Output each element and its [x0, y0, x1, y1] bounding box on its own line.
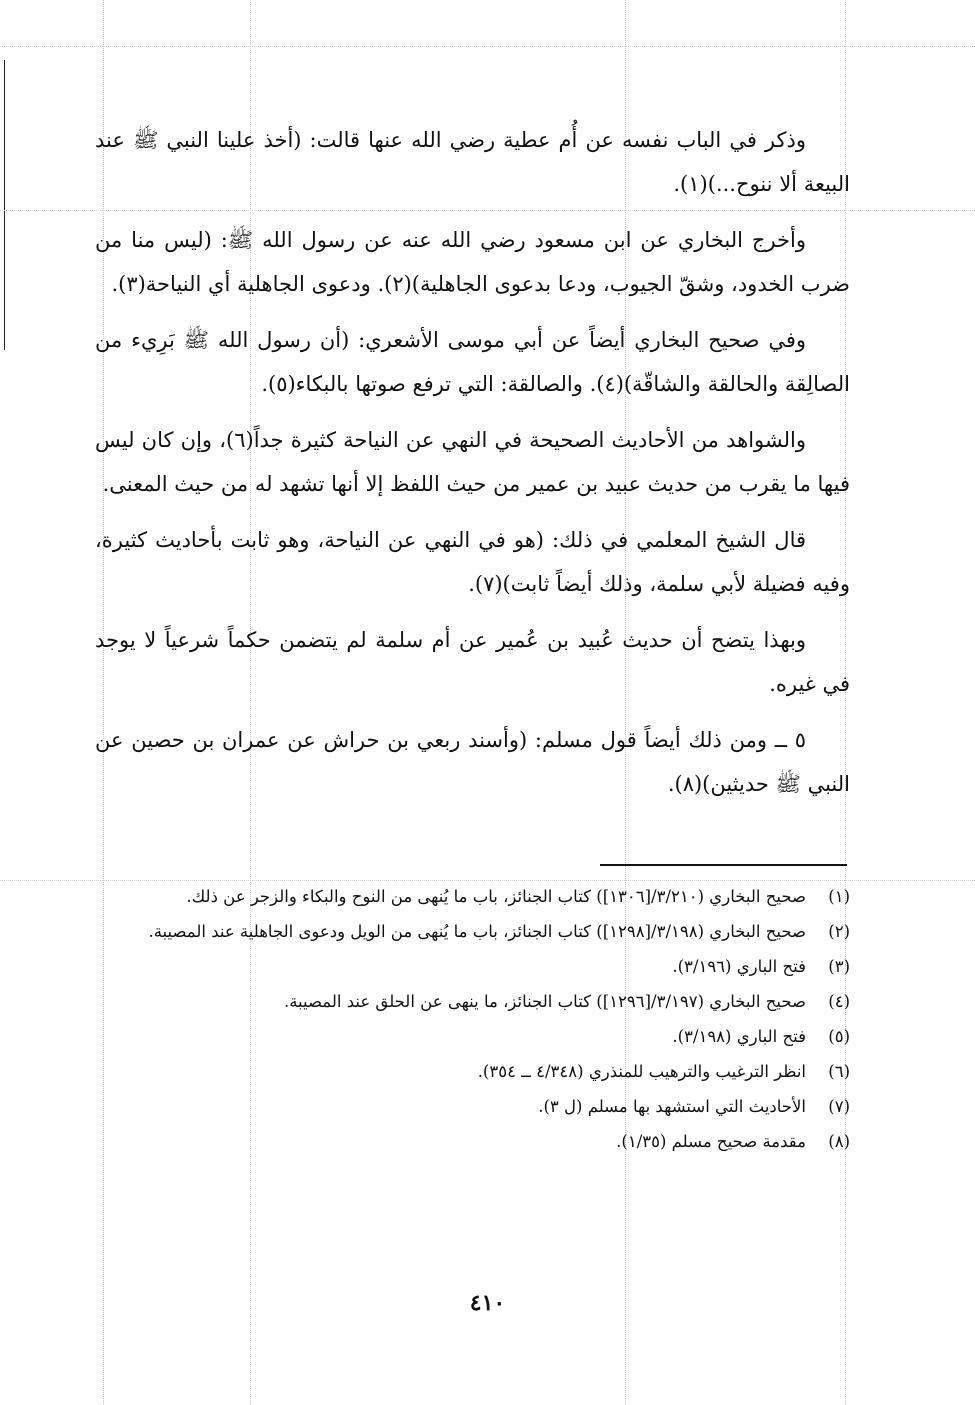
footnote-text: مقدمة صحيح مسلم (١/٣٥).: [616, 1132, 806, 1151]
paragraph: وفي صحيح البخاري أيضاً عن أبي موسى الأشعري: (أن رسول الله ﷺ بَرِيء من الصالِقة والحالقة والشاقّة)(٤). والصالقة: التي ترفع صوتها بالبكاء(٥).: [95, 328, 850, 396]
footnote: [95, 915, 850, 948]
footnote-number: (٦): [828, 1062, 850, 1081]
paragraph: وأخرج البخاري عن ابن مسعود رضي الله عنه عن رسول الله ﷺ: (ليس منا من ضرب الخدود، وشقّ الجيوب، ودعا بدعوى الجاهلية)(٢). ودعوى الجاهلية أي النياحة(٣).: [95, 228, 850, 296]
grid-line: [0, 46, 975, 47]
footnote-text: صحيح البخاري (٣/١٩٧/[١٢٩٦]) كتاب الجنائز، ما ينهى عن الحلق عند المصيبة.: [283, 992, 806, 1011]
footnote: [95, 1090, 850, 1123]
footnote: [95, 1125, 850, 1158]
footnote-text: صحيح البخاري (٣/٢١٠/[١٣٠٦]) كتاب الجنائز، باب ما يُنهى من النوح والبكاء والزجر عن ذلك.: [186, 887, 806, 906]
footnote-number: (٣): [828, 957, 850, 976]
footnote-number: (١): [828, 887, 850, 906]
footnotes: [95, 880, 850, 1160]
footnote: [95, 985, 850, 1018]
footnote-text: الأحاديث التي استشهد بها مسلم (ل ٣).: [538, 1097, 806, 1116]
footnote-number: (٨): [828, 1132, 850, 1151]
footnote: [95, 950, 850, 983]
paragraph: وذكر في الباب نفسه عن أُم عطية رضي الله عنها قالت: (أخذ علينا النبي ﷺ عند البيعة ألا ننوح...)(١).: [95, 128, 850, 196]
footnote-separator: [600, 864, 847, 866]
paragraph: ٥ ــ ومن ذلك أيضاً قول مسلم: (وأسند ربعي بن حراش عن عمران بن حصين عن النبي ﷺ حديثين)(٨).: [95, 728, 850, 796]
paragraph: وبهذا يتضح أن حديث عُبيد بن عُمير عن أم سلمة لم يتضمن حكماً شرعياً لا يوجد في غيره.: [95, 628, 850, 696]
footnote-number: (٧): [828, 1097, 850, 1116]
footnote-number: (٢): [828, 922, 850, 941]
footnote: [95, 1020, 850, 1053]
footnote-text: فتح الباري (٣/١٩٨).: [672, 1027, 806, 1046]
scan-edge-line: [4, 60, 5, 350]
paragraph: قال الشيخ المعلمي في ذلك: (هو في النهي عن النياحة، وهو ثابت بأحاديث كثيرة، وفيه فضيلة لأبي سلمة، وذلك أيضاً ثابت)(٧).: [95, 528, 850, 596]
footnote: [95, 1055, 850, 1088]
main-text: [95, 118, 850, 818]
page-number: ٤١٠: [469, 1290, 506, 1316]
footnote-text: صحيح البخاري (٣/١٩٨/[١٢٩٨]) كتاب الجنائز، باب ما يُنهى من الويل ودعوى الجاهلية عند المصيبة.: [148, 922, 806, 941]
footnote-text: فتح الباري (٣/١٩٦).: [672, 957, 806, 976]
footnote: [95, 880, 850, 913]
footnote-number: (٥): [828, 1027, 850, 1046]
paragraph: والشواهد من الأحاديث الصحيحة في النهي عن النياحة كثيرة جداً(٦)، وإن كان ليس فيها ما يقرب من حديث عبيد بن عمير من حيث اللفظ إلا أنها تشهد له من حيث المعنى.: [95, 428, 850, 496]
footnote-text: انظر الترغيب والترهيب للمنذري (٤/٣٤٨ ــ ٣٥٤).: [477, 1062, 806, 1081]
footnote-number: (٤): [828, 992, 850, 1011]
